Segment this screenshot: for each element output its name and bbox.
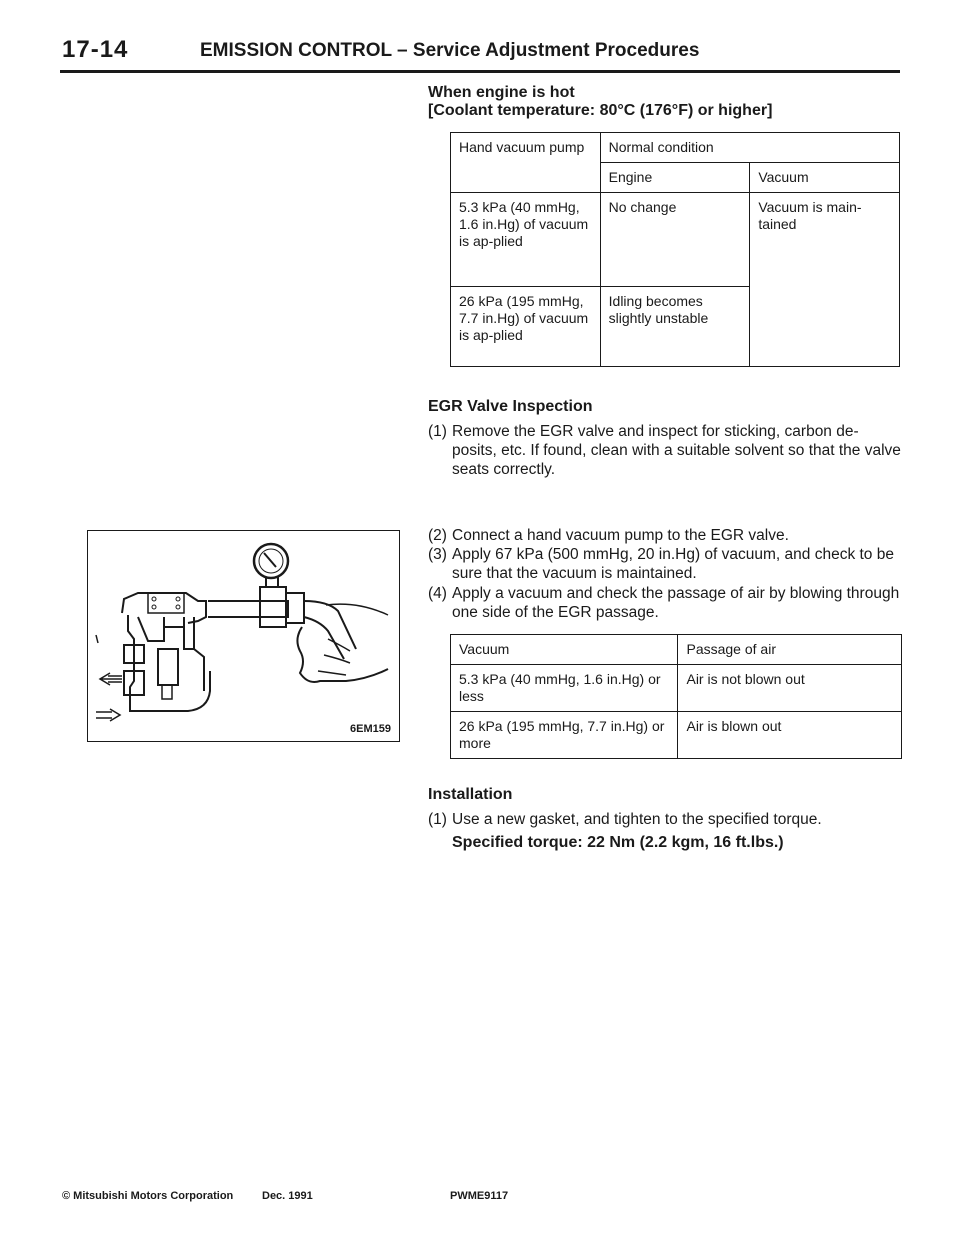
- table-row: [600, 193, 750, 287]
- egr-step-4: [428, 584, 903, 622]
- pump-value: 26 kPa (195 mmHg, 7.7 in.Hg) of vacuum is ap-plied: [459, 293, 589, 343]
- vacuum-value: 5.3 kPa (40 mmHg, 1.6 in.Hg) or less: [459, 671, 661, 704]
- step-text: Connect a hand vacuum pump to the EGR valve.: [452, 527, 789, 544]
- pump-value: 5.3 kPa (40 mmHg, 1.6 in.Hg) of vacuum is ap-plied: [459, 199, 589, 249]
- passage-header: Passage of air: [686, 641, 776, 657]
- table-row: [678, 665, 902, 712]
- egr-step-2: [428, 526, 903, 545]
- step-text: Use a new gasket, and tighten to the specified torque.: [452, 811, 822, 828]
- vacuum-value: 26 kPa (195 mmHg, 7.7 in.Hg) or more: [459, 718, 665, 751]
- engine-value: Idling becomes slightly unstable: [608, 293, 709, 326]
- step-number: (2): [428, 527, 447, 544]
- specified-torque: Specified torque: 22 Nm (2.2 kgm, 16 ft.lbs.): [452, 834, 784, 851]
- step-number: (1): [428, 811, 447, 828]
- engine-header: Engine: [608, 169, 653, 185]
- step-number: (4): [428, 585, 447, 602]
- hot-engine-table: [450, 132, 900, 367]
- step-text: Apply a vacuum and check the passage of air by blowing through one side of the EGR passage.: [452, 585, 900, 621]
- table-row: [451, 712, 678, 759]
- vacuum-col-header: [451, 635, 678, 665]
- table-row: [451, 193, 601, 287]
- air-passage-table: [450, 634, 902, 759]
- installation-step-1: [428, 810, 903, 829]
- engine-header-cell: [600, 163, 750, 193]
- passage-value: Air is not blown out: [686, 671, 805, 687]
- egr-vacuum-pump-illustration: [88, 531, 398, 740]
- pump-header: Hand vacuum pump: [459, 139, 585, 155]
- step-text: Apply 67 kPa (500 mmHg, 20 in.Hg) of vacuum, and check to be sure that the vacuum is maintained.: [452, 546, 894, 582]
- header-rule: [60, 70, 900, 73]
- table-row: [451, 665, 678, 712]
- step-number: (1): [428, 423, 447, 440]
- step-number: (3): [428, 546, 447, 563]
- step-text: Remove the EGR valve and inspect for sticking, carbon de-posits, etc. If found, clean with a suitable solvent so that the valve seats correctly.: [452, 423, 901, 478]
- normal-condition-cell: [600, 133, 899, 163]
- pump-header-cell: [451, 133, 601, 193]
- vacuum-header: Vacuum: [459, 641, 510, 657]
- footer-copyright: © Mitsubishi Motors Corporation: [62, 1190, 234, 1202]
- page-number: 17-14: [62, 36, 129, 63]
- egr-step-1: [428, 422, 903, 479]
- passage-col-header: [678, 635, 902, 665]
- coolant-temp-heading: [Coolant temperature: 80°C (176°F) or higher]: [428, 102, 773, 119]
- figure-code: 6EM159: [350, 723, 391, 735]
- passage-value: Air is blown out: [686, 718, 782, 734]
- footer-doc-code: PWME9117: [450, 1190, 509, 1202]
- egr-valve-figure: [87, 530, 400, 742]
- table-row: [600, 287, 750, 367]
- vacuum-header-cell: [750, 163, 900, 193]
- installation-heading: Installation: [428, 786, 513, 803]
- vacuum-result: Vacuum is main-tained: [758, 199, 862, 232]
- vacuum-result-cell: [750, 193, 900, 367]
- vacuum-header: Vacuum: [758, 169, 809, 185]
- engine-value: No change: [608, 199, 677, 215]
- egr-step-3: [428, 545, 903, 583]
- normal-condition-header: Normal condition: [608, 139, 714, 155]
- hot-engine-heading: When engine is hot: [428, 84, 575, 101]
- egr-heading: EGR Valve Inspection: [428, 398, 593, 415]
- page-title: EMISSION CONTROL – Service Adjustment Procedures: [200, 40, 700, 61]
- footer-date: Dec. 1991: [262, 1190, 313, 1202]
- table-row: [678, 712, 902, 759]
- table-row: [451, 287, 601, 367]
